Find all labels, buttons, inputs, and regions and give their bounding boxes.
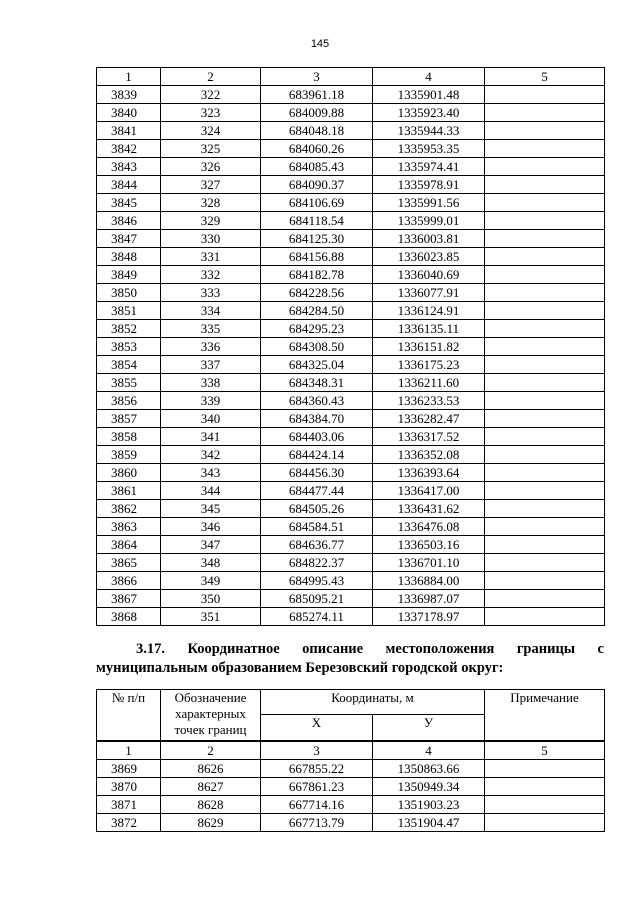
row-number-cell: 3839 <box>97 86 161 104</box>
table-row <box>97 536 605 554</box>
point-designation-cell: 330 <box>161 230 261 248</box>
row-number-cell: 3864 <box>97 536 161 554</box>
row-number-cell: 3863 <box>97 518 161 536</box>
x-coordinate-cell: 684085.43 <box>261 158 373 176</box>
note-cell <box>485 410 605 428</box>
table-row <box>97 176 605 194</box>
column-number: 2 <box>161 741 261 760</box>
column-header-note: Примечание <box>485 690 605 742</box>
x-coordinate-cell: 684125.30 <box>261 230 373 248</box>
point-designation-cell: 343 <box>161 464 261 482</box>
point-designation-cell: 324 <box>161 122 261 140</box>
row-number-cell: 3856 <box>97 392 161 410</box>
row-number-cell: 3842 <box>97 140 161 158</box>
note-cell <box>485 194 605 212</box>
note-cell <box>485 338 605 356</box>
point-designation-cell: 335 <box>161 320 261 338</box>
column-header-designation: Обозначение характерных точек границ <box>161 690 261 742</box>
note-cell <box>485 428 605 446</box>
note-cell <box>485 446 605 464</box>
row-number-cell: 3865 <box>97 554 161 572</box>
x-coordinate-cell: 684636.77 <box>261 536 373 554</box>
point-designation-cell: 8628 <box>161 796 261 814</box>
point-designation-cell: 323 <box>161 104 261 122</box>
note-cell <box>485 760 605 778</box>
y-coordinate-cell: 1336431.62 <box>373 500 485 518</box>
y-coordinate-cell: 1336352.08 <box>373 446 485 464</box>
row-number-cell: 3867 <box>97 590 161 608</box>
note-cell <box>485 302 605 320</box>
table-row <box>97 554 605 572</box>
y-coordinate-cell: 1336317.52 <box>373 428 485 446</box>
note-cell <box>485 500 605 518</box>
table-row <box>97 410 605 428</box>
row-number-cell: 3844 <box>97 176 161 194</box>
note-cell <box>485 356 605 374</box>
point-designation-cell: 325 <box>161 140 261 158</box>
note-cell <box>485 572 605 590</box>
point-designation-cell: 340 <box>161 410 261 428</box>
row-number-cell: 3862 <box>97 500 161 518</box>
note-cell <box>485 122 605 140</box>
row-number-cell: 3845 <box>97 194 161 212</box>
x-coordinate-cell: 684403.06 <box>261 428 373 446</box>
row-number-cell: 3859 <box>97 446 161 464</box>
row-number-cell: 3861 <box>97 482 161 500</box>
y-coordinate-cell: 1336503.16 <box>373 536 485 554</box>
point-designation-cell: 350 <box>161 590 261 608</box>
table-row <box>97 572 605 590</box>
column-numbering-row <box>97 741 605 760</box>
note-cell <box>485 536 605 554</box>
note-cell <box>485 212 605 230</box>
y-coordinate-cell: 1336175.23 <box>373 356 485 374</box>
point-designation-cell: 349 <box>161 572 261 590</box>
boundary-coordinates-table <box>96 689 605 832</box>
y-coordinate-cell: 1335991.56 <box>373 194 485 212</box>
row-number-cell: 3868 <box>97 608 161 626</box>
note-cell <box>485 814 605 832</box>
point-designation-cell: 344 <box>161 482 261 500</box>
table-row <box>97 356 605 374</box>
x-coordinate-cell: 684284.50 <box>261 302 373 320</box>
column-header: 3 <box>261 68 373 86</box>
note-cell <box>485 230 605 248</box>
point-designation-cell: 328 <box>161 194 261 212</box>
note-cell <box>485 590 605 608</box>
note-cell <box>485 158 605 176</box>
note-cell <box>485 608 605 626</box>
row-number-cell: 3846 <box>97 212 161 230</box>
table-row <box>97 194 605 212</box>
point-designation-cell: 346 <box>161 518 261 536</box>
row-number-cell: 3855 <box>97 374 161 392</box>
table-row <box>97 320 605 338</box>
column-header: 2 <box>161 68 261 86</box>
point-designation-cell: 333 <box>161 284 261 302</box>
point-designation-cell: 351 <box>161 608 261 626</box>
column-header-x: X <box>261 715 373 741</box>
row-number-cell: 3853 <box>97 338 161 356</box>
note-cell <box>485 248 605 266</box>
y-coordinate-cell: 1336476.08 <box>373 518 485 536</box>
x-coordinate-cell: 684505.26 <box>261 500 373 518</box>
y-coordinate-cell: 1336003.81 <box>373 230 485 248</box>
table-header-row <box>97 68 605 86</box>
point-designation-cell: 332 <box>161 266 261 284</box>
x-coordinate-cell: 667855.22 <box>261 760 373 778</box>
y-coordinate-cell: 1335974.41 <box>373 158 485 176</box>
table-row <box>97 392 605 410</box>
y-coordinate-cell: 1350949.34 <box>373 778 485 796</box>
point-designation-cell: 331 <box>161 248 261 266</box>
table-row <box>97 446 605 464</box>
x-coordinate-cell: 684384.70 <box>261 410 373 428</box>
row-number-cell: 3841 <box>97 122 161 140</box>
point-designation-cell: 337 <box>161 356 261 374</box>
table-row <box>97 140 605 158</box>
note-cell <box>485 392 605 410</box>
y-coordinate-cell: 1336135.11 <box>373 320 485 338</box>
note-cell <box>485 554 605 572</box>
x-coordinate-cell: 684182.78 <box>261 266 373 284</box>
y-coordinate-cell: 1336884.00 <box>373 572 485 590</box>
y-coordinate-cell: 1335999.01 <box>373 212 485 230</box>
x-coordinate-cell: 685095.21 <box>261 590 373 608</box>
y-coordinate-cell: 1335953.35 <box>373 140 485 158</box>
column-header-y: У <box>373 715 485 741</box>
table-row <box>97 482 605 500</box>
column-number: 5 <box>485 741 605 760</box>
table-row <box>97 590 605 608</box>
row-number-cell: 3870 <box>97 778 161 796</box>
x-coordinate-cell: 684090.37 <box>261 176 373 194</box>
x-coordinate-cell: 684295.23 <box>261 320 373 338</box>
x-coordinate-cell: 684584.51 <box>261 518 373 536</box>
note-cell <box>485 796 605 814</box>
row-number-cell: 3843 <box>97 158 161 176</box>
table-row <box>97 760 605 778</box>
row-number-cell: 3857 <box>97 410 161 428</box>
y-coordinate-cell: 1336282.47 <box>373 410 485 428</box>
x-coordinate-cell: 684118.54 <box>261 212 373 230</box>
x-coordinate-cell: 667861.23 <box>261 778 373 796</box>
table-row <box>97 212 605 230</box>
y-coordinate-cell: 1350863.66 <box>373 760 485 778</box>
y-coordinate-cell: 1336701.10 <box>373 554 485 572</box>
point-designation-cell: 338 <box>161 374 261 392</box>
column-header: 1 <box>97 68 161 86</box>
table-row <box>97 608 605 626</box>
row-number-cell: 3848 <box>97 248 161 266</box>
x-coordinate-cell: 684325.04 <box>261 356 373 374</box>
table-row <box>97 500 605 518</box>
note-cell <box>485 104 605 122</box>
y-coordinate-cell: 1336233.53 <box>373 392 485 410</box>
point-designation-cell: 329 <box>161 212 261 230</box>
y-coordinate-cell: 1336124.91 <box>373 302 485 320</box>
x-coordinate-cell: 684009.88 <box>261 104 373 122</box>
table-row <box>97 122 605 140</box>
note-cell <box>485 320 605 338</box>
row-number-cell: 3852 <box>97 320 161 338</box>
x-coordinate-cell: 684228.56 <box>261 284 373 302</box>
section-heading-continued: муниципальным образованием Березовский городской округ: <box>96 660 504 676</box>
note-cell <box>485 284 605 302</box>
column-number: 3 <box>261 741 373 760</box>
coordinates-table <box>96 67 605 626</box>
row-number-cell: 3840 <box>97 104 161 122</box>
x-coordinate-cell: 684456.30 <box>261 464 373 482</box>
point-designation-cell: 327 <box>161 176 261 194</box>
point-designation-cell: 347 <box>161 536 261 554</box>
row-number-cell: 3858 <box>97 428 161 446</box>
row-number-cell: 3866 <box>97 572 161 590</box>
point-designation-cell: 8626 <box>161 760 261 778</box>
x-coordinate-cell: 684360.43 <box>261 392 373 410</box>
x-coordinate-cell: 684308.50 <box>261 338 373 356</box>
row-number-cell: 3860 <box>97 464 161 482</box>
column-header-number: № п/п <box>97 690 161 742</box>
y-coordinate-cell: 1336151.82 <box>373 338 485 356</box>
y-coordinate-cell: 1337178.97 <box>373 608 485 626</box>
y-coordinate-cell: 1336417.00 <box>373 482 485 500</box>
y-coordinate-cell: 1351903.23 <box>373 796 485 814</box>
table-row <box>97 302 605 320</box>
row-number-cell: 3871 <box>97 796 161 814</box>
note-cell <box>485 464 605 482</box>
x-coordinate-cell: 685274.11 <box>261 608 373 626</box>
x-coordinate-cell: 684995.43 <box>261 572 373 590</box>
row-number-cell: 3847 <box>97 230 161 248</box>
table-row <box>97 230 605 248</box>
table-row <box>97 778 605 796</box>
y-coordinate-cell: 1335901.48 <box>373 86 485 104</box>
table-row <box>97 284 605 302</box>
y-coordinate-cell: 1335978.91 <box>373 176 485 194</box>
x-coordinate-cell: 684106.69 <box>261 194 373 212</box>
table-row <box>97 796 605 814</box>
x-coordinate-cell: 684156.88 <box>261 248 373 266</box>
row-number-cell: 3850 <box>97 284 161 302</box>
table-row <box>97 374 605 392</box>
table-row <box>97 428 605 446</box>
point-designation-cell: 8627 <box>161 778 261 796</box>
point-designation-cell: 8629 <box>161 814 261 832</box>
table-row <box>97 518 605 536</box>
row-number-cell: 3872 <box>97 814 161 832</box>
row-number-cell: 3869 <box>97 760 161 778</box>
table-row <box>97 266 605 284</box>
column-number: 4 <box>373 741 485 760</box>
point-designation-cell: 336 <box>161 338 261 356</box>
note-cell <box>485 266 605 284</box>
column-header: 5 <box>485 68 605 86</box>
page-number: 145 <box>310 38 330 50</box>
y-coordinate-cell: 1336987.07 <box>373 590 485 608</box>
point-designation-cell: 339 <box>161 392 261 410</box>
note-cell <box>485 482 605 500</box>
x-coordinate-cell: 684477.44 <box>261 482 373 500</box>
point-designation-cell: 345 <box>161 500 261 518</box>
column-header: 4 <box>373 68 485 86</box>
row-number-cell: 3849 <box>97 266 161 284</box>
point-designation-cell: 341 <box>161 428 261 446</box>
section-heading: 3.17. Координатное описание местоположения границы с <box>136 641 604 657</box>
point-designation-cell: 348 <box>161 554 261 572</box>
table-row <box>97 338 605 356</box>
table-row <box>97 86 605 104</box>
column-header-coordinates: Координаты, м <box>261 690 485 715</box>
row-number-cell: 3851 <box>97 302 161 320</box>
x-coordinate-cell: 684048.18 <box>261 122 373 140</box>
x-coordinate-cell: 684060.26 <box>261 140 373 158</box>
y-coordinate-cell: 1336023.85 <box>373 248 485 266</box>
y-coordinate-cell: 1336393.64 <box>373 464 485 482</box>
y-coordinate-cell: 1336077.91 <box>373 284 485 302</box>
y-coordinate-cell: 1351904.47 <box>373 814 485 832</box>
y-coordinate-cell: 1335944.33 <box>373 122 485 140</box>
y-coordinate-cell: 1336040.69 <box>373 266 485 284</box>
note-cell <box>485 176 605 194</box>
note-cell <box>485 374 605 392</box>
note-cell <box>485 140 605 158</box>
row-number-cell: 3854 <box>97 356 161 374</box>
x-coordinate-cell: 684822.37 <box>261 554 373 572</box>
point-designation-cell: 334 <box>161 302 261 320</box>
note-cell <box>485 778 605 796</box>
table-row <box>97 104 605 122</box>
point-designation-cell: 322 <box>161 86 261 104</box>
note-cell <box>485 86 605 104</box>
y-coordinate-cell: 1335923.40 <box>373 104 485 122</box>
x-coordinate-cell: 684424.14 <box>261 446 373 464</box>
point-designation-cell: 326 <box>161 158 261 176</box>
point-designation-cell: 342 <box>161 446 261 464</box>
x-coordinate-cell: 667713.79 <box>261 814 373 832</box>
table-row <box>97 248 605 266</box>
note-cell <box>485 518 605 536</box>
x-coordinate-cell: 683961.18 <box>261 86 373 104</box>
column-number: 1 <box>97 741 161 760</box>
y-coordinate-cell: 1336211.60 <box>373 374 485 392</box>
table-header-row <box>97 690 605 715</box>
x-coordinate-cell: 684348.31 <box>261 374 373 392</box>
table-row <box>97 158 605 176</box>
x-coordinate-cell: 667714.16 <box>261 796 373 814</box>
table-row <box>97 464 605 482</box>
table-row <box>97 814 605 832</box>
